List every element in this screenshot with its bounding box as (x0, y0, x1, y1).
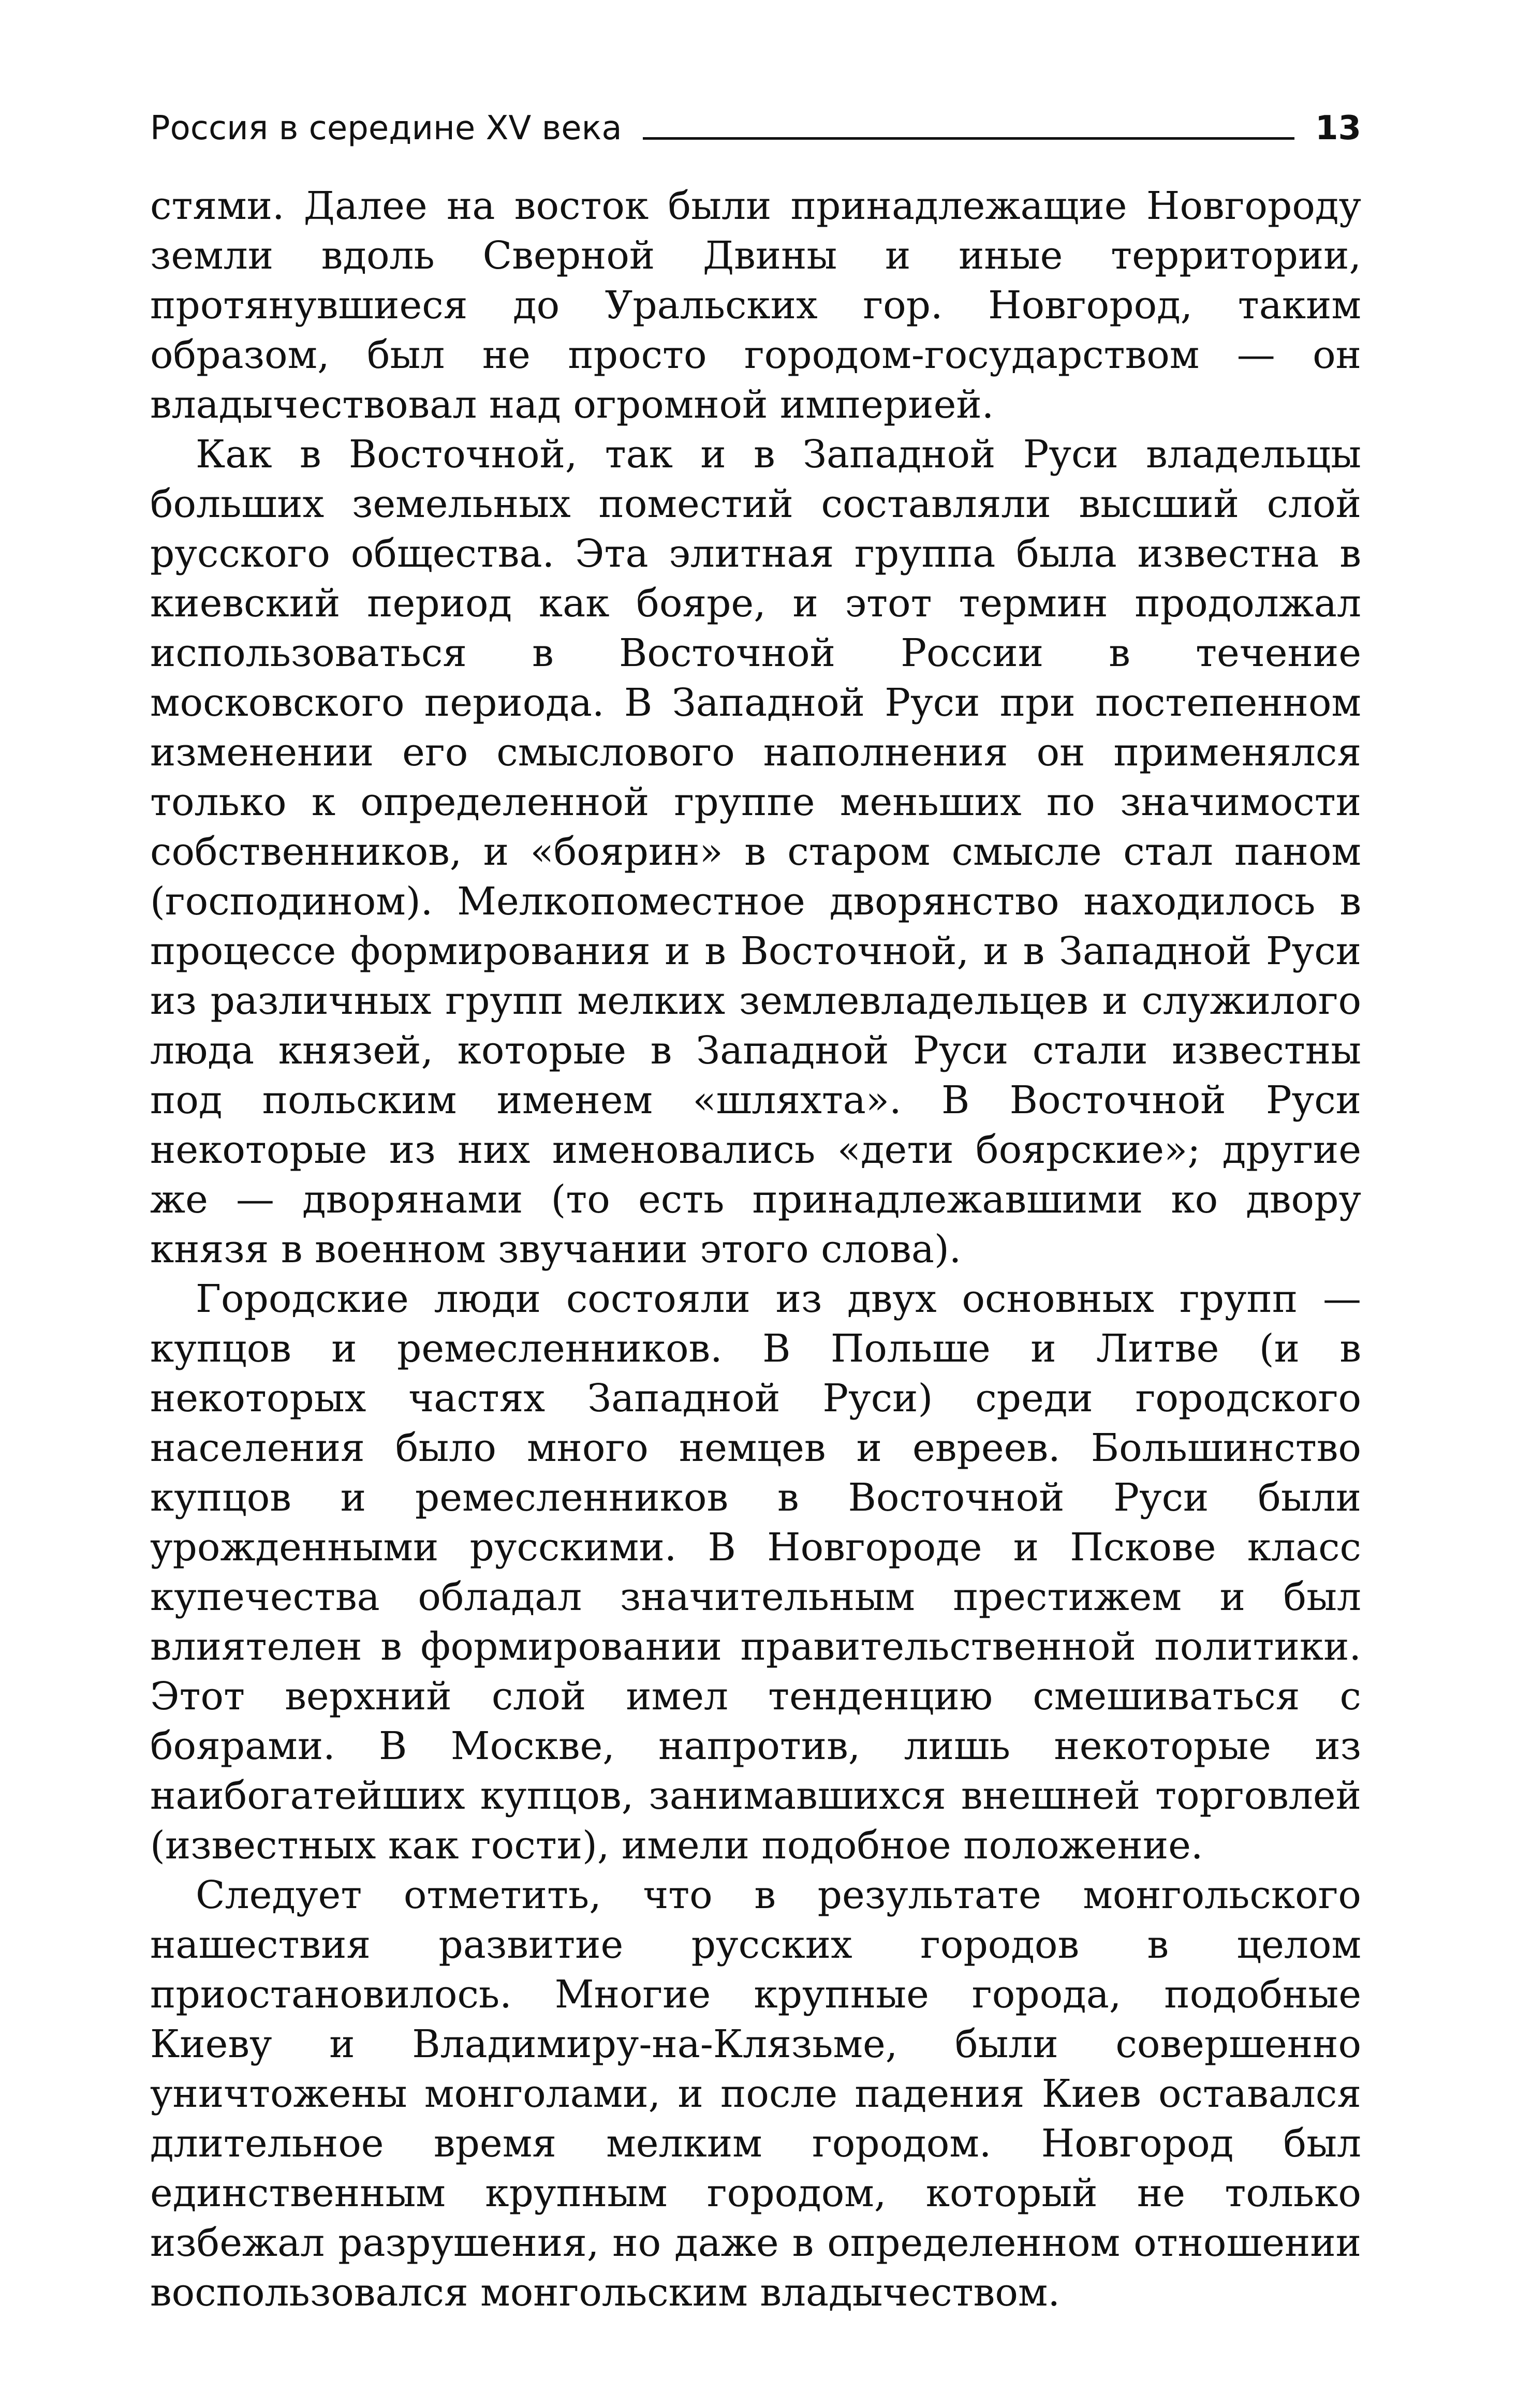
header-rule (643, 137, 1294, 140)
running-title: Россия в середине XV века (150, 109, 622, 147)
paragraph-continuation: стями. Далее на восток были принадлежащие Новгороду земли вдоль Сверной Двины и иные территории, протянувшиеся до Уральских гор. Новгород, таким образом, был не просто городом-государством — он владычествовал над огромной империей. (150, 184, 1361, 427)
body-text (150, 181, 1361, 2317)
paragraph: Следует отметить, что в результате монгольского нашествия развитие русских городов в целом приостановилось. Многие крупные города, подобные Киеву и Владимиру-на-Клязьме, были совершенно уничтожены монголами, и после падения Киев оставался длительное время мелким городом. Новгород был единственным крупным городом, который не только избежал разрушения, но даже в определенном отношении воспользовался монгольским владычеством. (150, 1873, 1361, 2315)
running-header (150, 98, 1361, 145)
paragraph: Городские люди состояли из двух основных групп — купцов и ремесленников. В Польше и Литве (и в некоторых частях Западной Руси) среди городского населения было много немцев и евреев. Большинство купцов и ремесленников в Восточной Руси были урожденными русскими. В Новгороде и Пскове класс купечества обладал значительным престижем и был влиятелен в формировании правительственной политики. Этот верхний слой имел тенденцию смешиваться с боярами. В Москве, напротив, лишь некоторые из наибогатейших купцов, занимавшихся внешней торговлей (известных как гости), имели подобное положение. (150, 1277, 1361, 1868)
paragraph: Как в Восточной, так и в Западной Руси владельцы больших земельных поместий составляли высший слой русского общества. Эта элитная группа была известна в киевский период как бояре, и этот термин продолжал использоваться в Восточной России в течение московского периода. В Западной Руси при постепенном изменении его смыслового наполнения он применялся только к определенной группе меньших по значимости собственников, и «боярин» в старом смысле стал паном (господином). Мелкопоместное дворянство находилось в процессе формирования и в Восточной, и в Западной Руси из различных групп мелких землевладельцев и служилого люда князей, которые в Западной Руси стали известны под польским именем «шляхта». В Восточной Руси некоторые из них именовались «дети боярские»; другие же — дворянами (то есть принадлежавшими ко двору князя в военном звучании этого слова). (150, 432, 1361, 1272)
page-number: 13 (1315, 109, 1361, 147)
book-page (150, 98, 1361, 2317)
